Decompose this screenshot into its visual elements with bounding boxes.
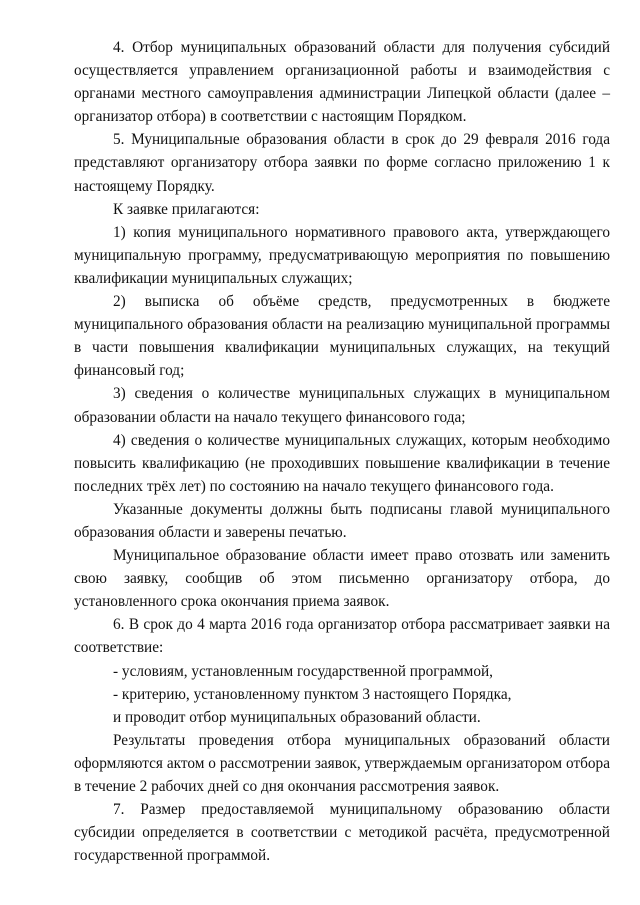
paragraph-item-4: 4. Отбор муниципальных образований области для получения субсидий осуществляется управлением организационной работы и взаимодействия с органами местного самоуправления администрации Липецкой области (далее – организатор отбора) в соответствии с настоящим Порядком.: [74, 39, 610, 126]
paragraph-attachments-intro: К заявке прилагаются:: [113, 200, 260, 218]
paragraph-condition-2: - критерию, установленному пунктом 3 настоящего Порядка,: [113, 685, 512, 703]
paragraph-withdrawal-right: Муниципальное образование области имеет право отозвать или заменить свою заявку, сообщив об этом письменно организатору отбора, до установленного срока окончания приема заявок.: [74, 547, 610, 611]
paragraph-item-7: 7. Размер предоставляемой муниципальному образованию области субсидии определяется в соответствии с методикой расчёта, предусмотренной государственной программой.: [74, 801, 610, 865]
paragraph-condition-1: - условиям, установленным государственной программой,: [113, 662, 494, 680]
paragraph-attachment-1: 1) копия муниципального нормативного правового акта, утверждающего муниципальную программу, предусматривающую мероприятия по повышению квалификации муниципальных служащих;: [74, 223, 610, 287]
paragraph-attachment-3: 3) сведения о количестве муниципальных служащих в муниципальном образовании области на начало текущего финансового года;: [74, 385, 610, 426]
document-page: [74, 36, 610, 867]
paragraph-results: Результаты проведения отбора муниципальных образований области оформляются актом о рассмотрении заявок, утверждаемым организатором отбора в течение 2 рабочих дней со дня окончания рассмотрения заявок.: [74, 731, 610, 795]
paragraph-attachment-4: 4) сведения о количестве муниципальных служащих, которым необходимо повысить квалификацию (не проходивших повышение квалификации в течение последних трёх лет) по состоянию на начало текущего финансового года.: [74, 431, 610, 495]
paragraph-attachment-2: 2) выписка об объёме средств, предусмотренных в бюджете муниципального образования области на реализацию муниципальной программы в части повышения квалификации муниципальных служащих, на текущий финансовый год;: [74, 293, 610, 380]
paragraph-item-5: 5. Муниципальные образования области в срок до 29 февраля 2016 года представляют организатору отбора заявки по форме согласно приложению 1 к настоящему Порядку.: [74, 131, 610, 195]
paragraph-selection: и проводит отбор муниципальных образований области.: [113, 708, 481, 726]
paragraph-signature-requirement: Указанные документы должны быть подписаны главой муниципального образования области и заверены печатью.: [74, 500, 610, 541]
paragraph-item-6: 6. В срок до 4 марта 2016 года организатор отбора рассматривает заявки на соответствие:: [74, 616, 610, 657]
